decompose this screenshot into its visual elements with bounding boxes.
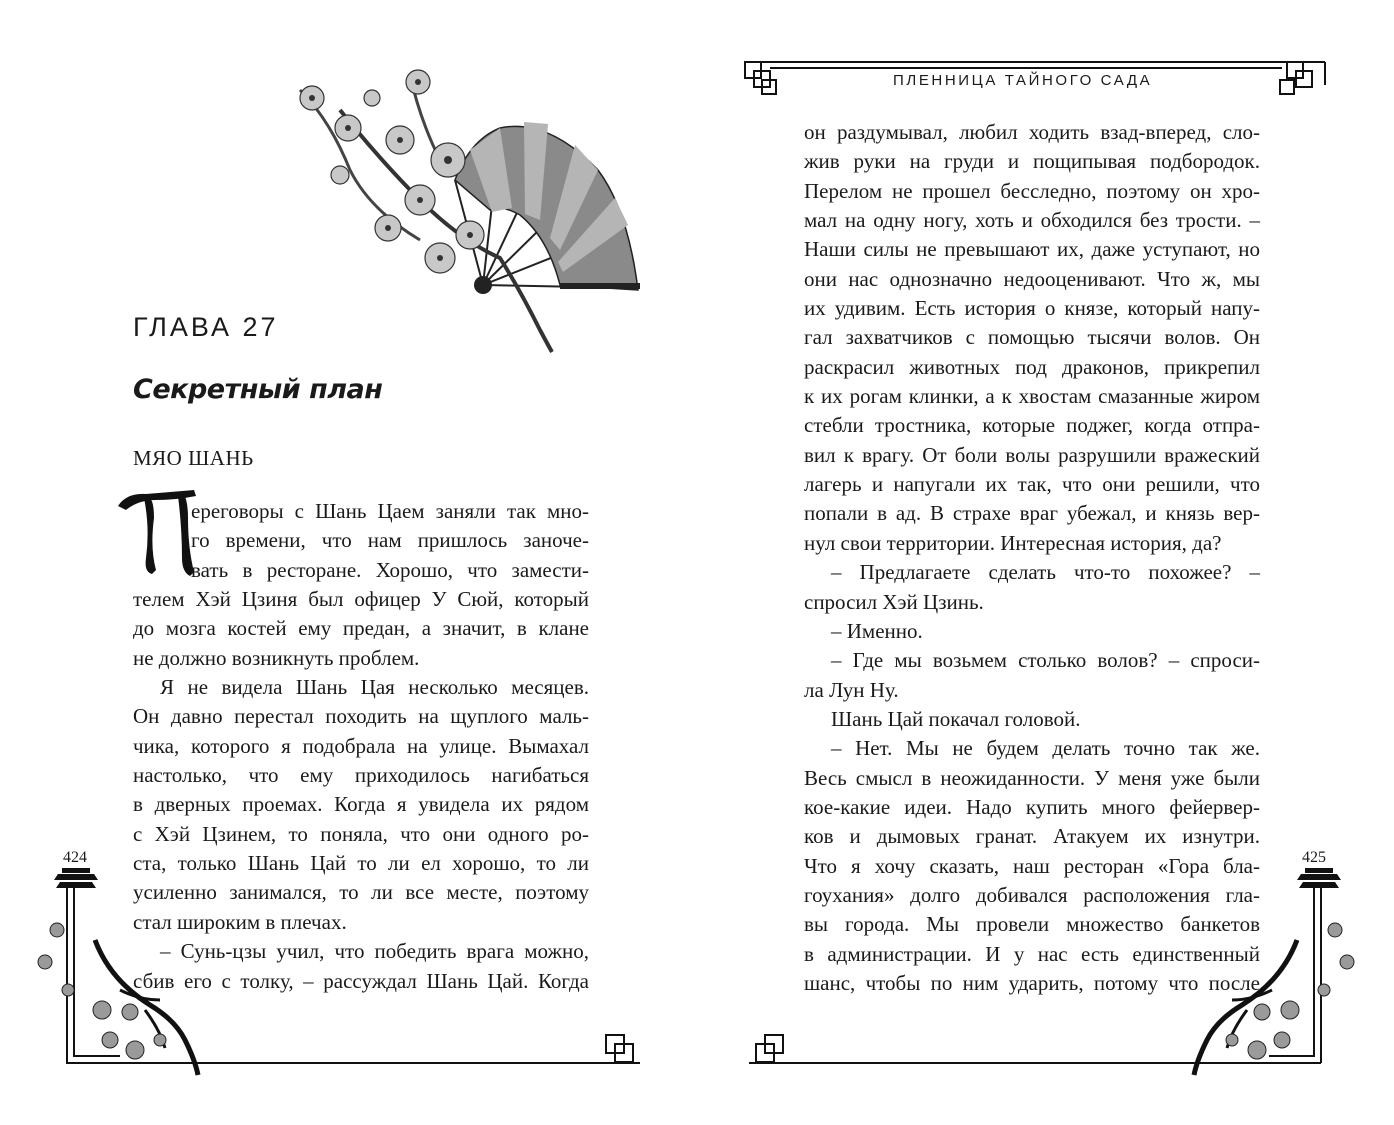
text-line: – Именно. (831, 618, 923, 643)
text-line: чика, которого я подобрала на улице. Вымахал (133, 733, 589, 758)
narrator-name: МЯО ШАНЬ (133, 446, 254, 470)
text-line: Весь смысл в неожиданности. У меня уже были (804, 765, 1260, 790)
text-line: гал захватчиков с помощью тысячи волов. Он (804, 325, 1260, 350)
text-line: ста, только Шань Цай то ли ел хорошо, то ли (133, 851, 589, 876)
text-line: кое-какие идеи. Надо купить много фейервер- (804, 794, 1260, 819)
chapter-label: ГЛАВА 27 (133, 312, 279, 342)
text-line: ла Лун Ну. (804, 677, 899, 702)
chapter-title: Секретный план (133, 374, 383, 405)
text-line: раскрасил животных под драконов, прикрепил (804, 354, 1260, 379)
page-frame-right-bottom (697, 0, 1394, 1125)
text-line: го времени, что нам пришлось заноче- (191, 528, 589, 553)
text-line: – Нет. Мы не будем делать точно так же. (831, 736, 1260, 761)
text-line: – Где мы возьмем столько волов? – спроси- (831, 648, 1260, 673)
text-line: до мозга костей ему предан, а значит, в клане (133, 616, 589, 641)
text-line: спросил Хэй Цзинь. (804, 589, 984, 614)
text-line: Я не видела Шань Цая несколько месяцев. (160, 675, 589, 700)
text-line: Он давно перестал походить на щуплого маль- (133, 704, 589, 729)
text-line: Перелом не прошел бесследно, поэтому он хро- (804, 178, 1260, 203)
text-line: стебли тростника, которые поджег, когда отпра- (804, 413, 1260, 438)
text-line: лагерь и напугали их так, что они решили, что (804, 472, 1260, 497)
text-line: сбив его с толку, – рассуждал Шань Цай. Когда (133, 968, 589, 993)
text-line: в администрации. И у нас есть единственный (804, 941, 1260, 966)
text-line: гоухания» долго добивался расположения гла- (804, 882, 1260, 907)
text-line: – Сунь-цзы учил, что победить врага можно, (160, 939, 589, 964)
text-line: Что я хочу сказать, наш ресторан «Гора бла- (804, 853, 1260, 878)
text-line: Наши силы не превышают их, даже уступают, но (804, 237, 1260, 262)
text-line: усиленно занимался, то ли все месте, поэтому (133, 880, 589, 905)
text-line: – Предлагаете сделать что-то похожее? – (831, 560, 1260, 585)
text-line: к их рогам клинки, а к хвостам смазанные жиром (804, 384, 1260, 409)
text-line: нул свои территории. Интересная история, да? (804, 530, 1222, 555)
text-line: настолько, что ему приходилось нагибаться (133, 763, 589, 788)
running-head: ПЛЕННИЦА ТАЙНОГО САДА (893, 72, 1153, 89)
text-line: жив руки на груди и пощипывая подбородок. (804, 149, 1260, 174)
text-line: не должно возникнуть проблем. (133, 645, 420, 670)
text-line: с Хэй Цзинем, то поняла, что они одного ро- (133, 821, 589, 846)
text-line: ков и дымовых гранат. Атакуем их изнутри. (804, 824, 1260, 849)
text-line: вил к врагу. От боли волы разрушили вражеский (804, 442, 1260, 467)
page-number-right: 425 (1302, 849, 1326, 866)
text-line: он раздумывал, любил ходить взад-вперед, сло- (804, 120, 1260, 144)
text-line: телем Хэй Цзиня был офицер У Сюй, который (133, 587, 589, 612)
text-line: ереговоры с Шань Цаем заняли так мно- (191, 499, 589, 523)
text-line: мал на одну ногу, хоть и обходился без трости. – (804, 208, 1260, 233)
text-line: стал широким в плечах. (133, 909, 347, 934)
text-line: их удивим. Есть история о князе, который напу- (804, 296, 1260, 321)
text-line: в дверных проемах. Когда я увидела их рядом (133, 792, 589, 817)
text-line: они нас однозначно недооценивают. Что ж, мы (804, 266, 1260, 291)
text-line: попали в ад. В страхе враг убежал, и князь вер- (804, 501, 1260, 526)
text-line: Шань Цай покачал головой. (831, 706, 1081, 731)
text-line: шанс, чтобы по ним ударить, потому что после (804, 970, 1260, 995)
page-number-left: 424 (63, 849, 87, 866)
text-line: вы города. Мы провели множество банкетов (804, 912, 1260, 937)
right-page (697, 0, 1394, 1125)
text-line: вать в ресторане. Хорошо, что замести- (191, 557, 589, 582)
